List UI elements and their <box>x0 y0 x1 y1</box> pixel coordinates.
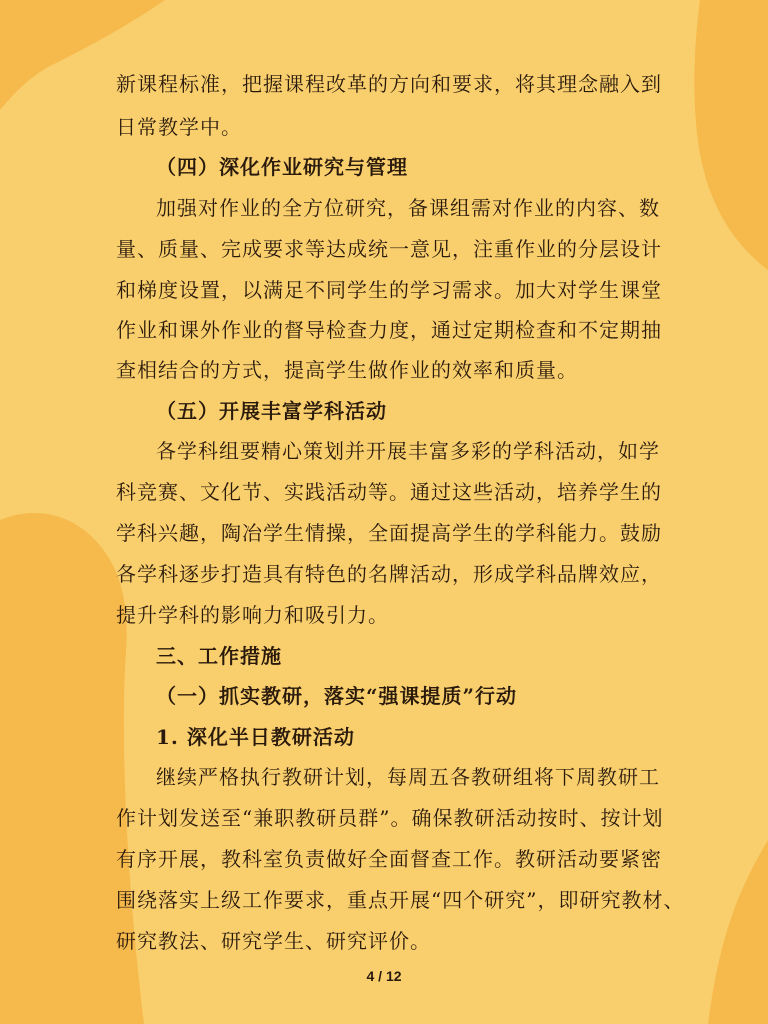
page-number: 4 / 12 <box>366 968 402 984</box>
paragraph-line: 有序开展，教科室负责做好全面督查工作。教研活动要紧密 <box>116 847 662 871</box>
paragraph-line: 加强对作业的全方位研究，备课组需对作业的内容、数 <box>156 196 660 220</box>
paragraph-line: 各学科组要精心策划并开展丰富多彩的学科活动，如学 <box>156 439 660 463</box>
subsection-heading: 1. 深化半日教研活动 <box>156 725 355 749</box>
section-heading: （五）开展丰富学科活动 <box>156 399 387 423</box>
paragraph-line: 查相结合的方式，提高学生做作业的效率和质量。 <box>116 358 578 382</box>
paragraph-line: 学科兴趣，陶冶学生情操，全面提高学生的学科能力。鼓励 <box>116 521 662 545</box>
paragraph-line: 各学科逐步打造具有特色的名牌活动，形成学科品牌效应， <box>116 562 662 586</box>
section-heading: （一）抓实教研，落实“强课提质”行动 <box>156 684 518 708</box>
paragraph-line: 作业和课外作业的督导检查力度，通过定期检查和不定期抽 <box>116 318 662 342</box>
paragraph-line: 继续严格执行教研计划，每周五各教研组将下周教研工 <box>156 765 660 789</box>
paragraph-line: 日常教学中。 <box>116 115 242 139</box>
paragraph-line: 围绕落实上级工作要求，重点开展“四个研究”，即研究教材、 <box>116 888 685 912</box>
paragraph-line: 提升学科的影响力和吸引力。 <box>116 603 389 627</box>
paragraph-line: 科竞赛、文化节、实践活动等。通过这些活动，培养学生的 <box>116 480 662 504</box>
paragraph-line: 作计划发送至“兼职教研员群”。确保教研活动按时、按计划 <box>116 806 664 830</box>
section-heading: （四）深化作业研究与管理 <box>156 155 408 179</box>
paragraph-line: 新课程标准，把握课程改革的方向和要求，将其理念融入到 <box>116 72 662 96</box>
paragraph-line: 量、质量、完成要求等达成统一意见，注重作业的分层设计 <box>116 237 662 261</box>
paragraph-line: 研究教法、研究学生、研究评价。 <box>116 929 431 953</box>
paragraph-line: 和梯度设置，以满足不同学生的学习需求。加大对学生课堂 <box>116 278 662 302</box>
major-heading: 三、工作措施 <box>156 644 282 668</box>
